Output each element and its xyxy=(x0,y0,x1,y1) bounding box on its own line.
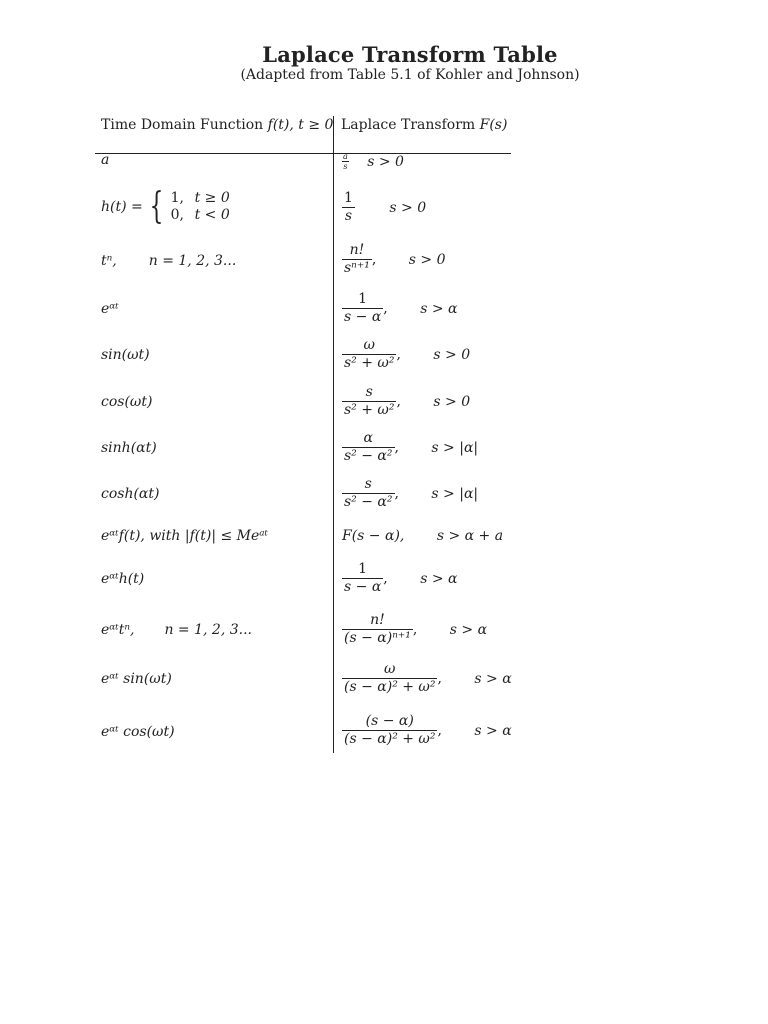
row-7-transform: $\frac{s}{\text{s² − α²}}$ , s > |α| xyxy=(344,476,479,510)
row-2-time-function: tⁿ, n = 1, 2, 3... xyxy=(101,253,237,269)
row-4-time-function: sin(ωt) xyxy=(101,347,150,363)
header-time-domain: Time Domain Function f(t), t ≥ 0 xyxy=(101,117,334,133)
brace-icon: { xyxy=(149,186,164,227)
row-6-transform: $\frac{\alpha}{\text{s² − α²}}$ , s > |α| xyxy=(344,430,479,464)
row-11-transform: $\frac{\omega}{\text{(s − α)² + ω²}}$ , s > α xyxy=(344,661,512,695)
row-3-transform: $\frac{1}{s - \alpha}$ , s > α xyxy=(344,291,458,325)
row-9-transform: $\frac{1}{s - \alpha}$ , s > α xyxy=(344,561,458,595)
row-9-time-function: eᵅᵗh(t) xyxy=(101,571,145,587)
row-12-transform: $\frac{(s - \alpha)}{\text{(s − α)² + ω²}}$ , s > α xyxy=(344,713,512,747)
column-divider xyxy=(333,116,334,753)
row-10-transform: $\frac{n!}{\text{(s − α)ⁿ⁺¹}}$ , s > α xyxy=(344,612,488,646)
row-0-transform: $\frac{a}{s}$ s > 0 xyxy=(343,152,404,171)
row-11-time-function: eᵅᵗ sin(ωt) xyxy=(101,671,172,687)
row-1-transform: $\frac{1}{s}$ s > 0 xyxy=(344,190,427,224)
row-5-transform: $\frac{s}{\text{s² + ω²}}$ , s > 0 xyxy=(344,384,471,418)
header-laplace: Laplace Transform F(s) xyxy=(341,117,508,133)
row-7-time-function: cosh(αt) xyxy=(101,486,160,502)
row-10-time-function: eᵅᵗtⁿ, n = 1, 2, 3... xyxy=(101,622,252,638)
header-rule xyxy=(95,153,511,154)
row-12-time-function: eᵅᵗ cos(ωt) xyxy=(101,724,175,740)
page-title: Laplace Transform Table xyxy=(262,42,558,67)
row-8-transform: F(s − α), s > α + a xyxy=(342,528,504,544)
row-2-transform: $\frac{n!}{\text{sⁿ⁺¹}}$ , s > 0 xyxy=(344,242,446,276)
row-4-transform: $\frac{\omega}{\text{s² + ω²}}$ , s > 0 xyxy=(344,337,471,371)
row-3-time-function: eᵅᵗ xyxy=(101,301,119,317)
row-6-time-function: sinh(αt) xyxy=(101,440,157,456)
row-5-time-function: cos(ωt) xyxy=(101,394,153,410)
row-0-time-function: a xyxy=(101,152,110,168)
row-1-time-function: h(t) = { 1, t ≥ 0 0, t < 0 xyxy=(101,186,230,227)
row-8-time-function: eᵅᵗf(t), with |f(t)| ≤ Meᵃᵗ xyxy=(101,528,269,544)
page-subtitle: (Adapted from Table 5.1 of Kohler and Johnson) xyxy=(240,67,580,83)
